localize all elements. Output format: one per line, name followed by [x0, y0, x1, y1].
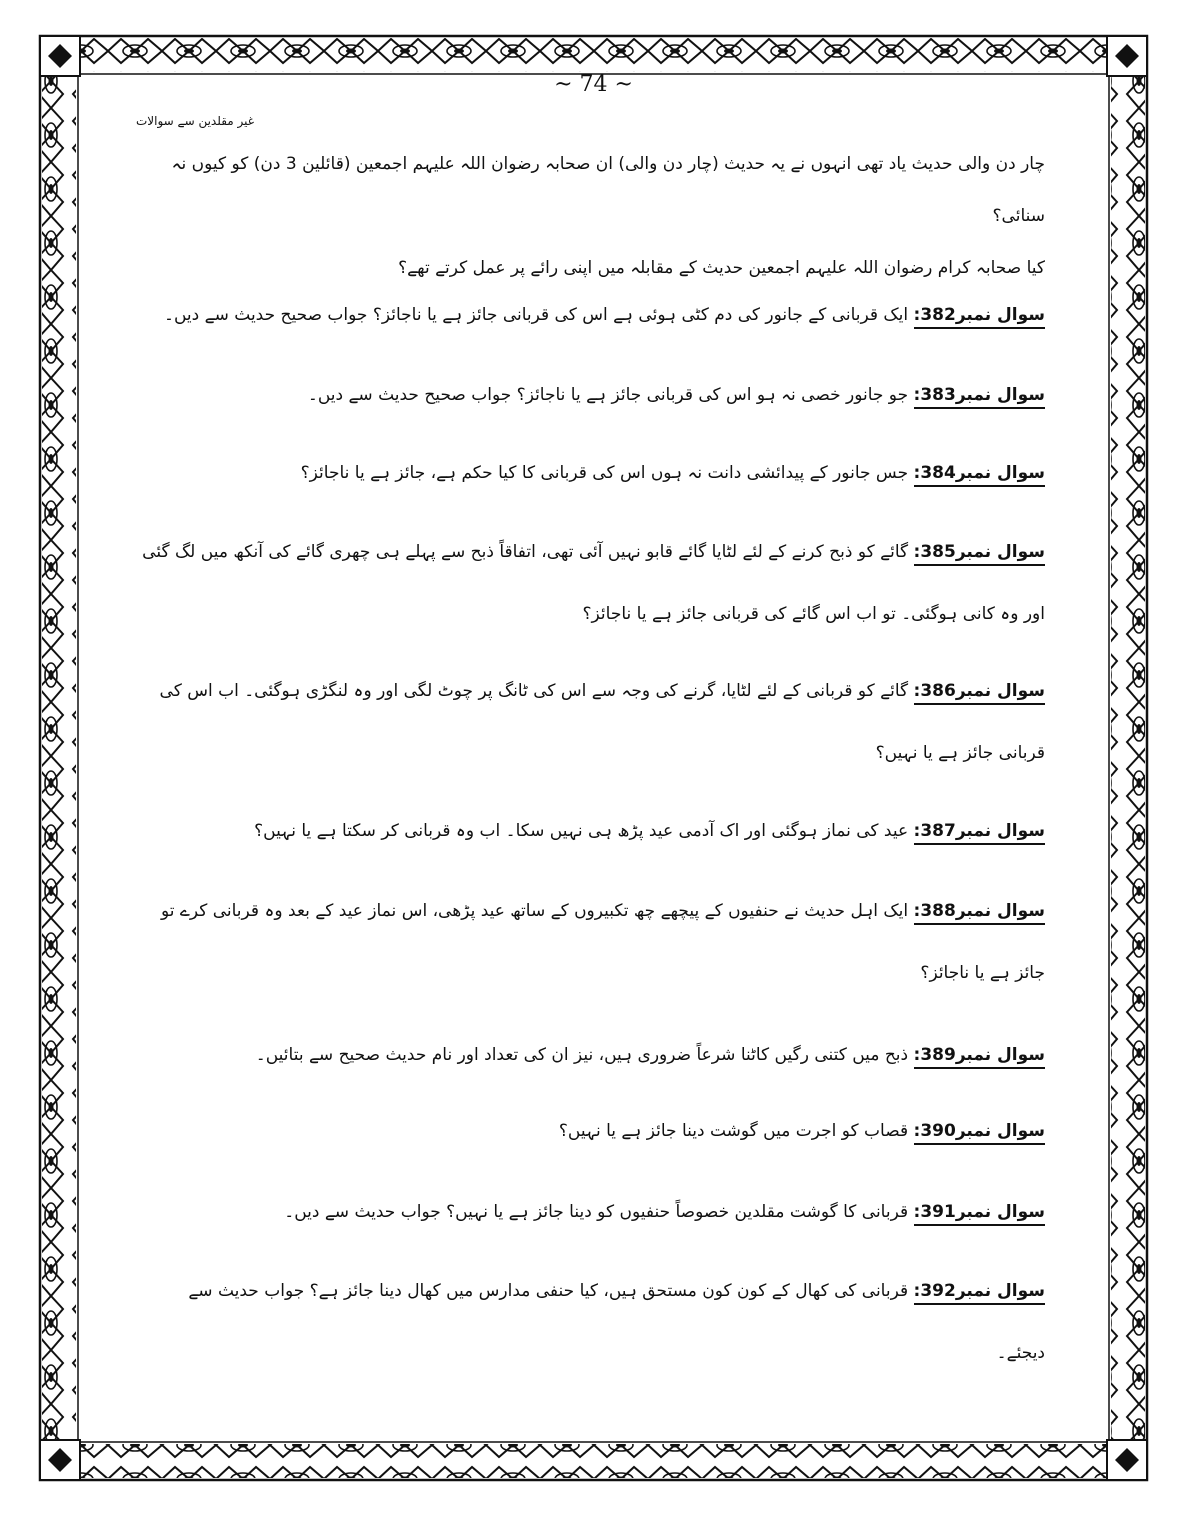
question-label: سوال نمبر382:	[914, 305, 1045, 329]
question-388	[136, 880, 1045, 1004]
question-text: قربانی کا گوشت مقلدین خصوصاً حنفیوں کو دینا جائز ہے یا نہیں؟ جواب حدیث سے دیں۔	[284, 1202, 909, 1222]
intro-line: چار دن والی حدیث یاد تھی انہوں نے یہ حدیث (چار دن والی) ان صحابہ رضوان اللہ علیہم اجمعین (قائلین 3 دن) کو کیوں نہ سنائی؟	[171, 154, 1045, 226]
question-label: سوال نمبر386:	[914, 681, 1045, 705]
question-text: عید کی نماز ہوگئی اور اک آدمی عید پڑھ ہی نہیں سکا۔ اب وہ قربانی کر سکتا ہے یا نہیں؟	[254, 821, 909, 841]
question-392	[136, 1260, 1045, 1384]
question-label: سوال نمبر384:	[914, 463, 1045, 487]
question-384	[136, 442, 1045, 504]
question-label: سوال نمبر390:	[914, 1121, 1045, 1145]
question-text: ایک اہل حدیث نے حنفیوں کے پیچھے چھ تکبیروں کے ساتھ عید پڑھی، اس نماز عید کے بعد وہ قربانی کرے تو جائز ہے یا ناجائز؟	[160, 901, 1045, 983]
question-390	[136, 1100, 1045, 1162]
intro-paragraph	[136, 138, 1045, 294]
question-382	[136, 284, 1045, 346]
question-label: سوال نمبر391:	[914, 1202, 1045, 1226]
question-text: جس جانور کے پیدائشی دانت نہ ہوں اس کی قربانی کا کیا حکم ہے، جائز ہے یا ناجائز؟	[300, 463, 909, 483]
intro-line: کیا صحابہ کرام رضوان اللہ علیہم اجمعین حدیث کے مقابلہ میں اپنی رائے پر عمل کرتے تھے؟	[398, 258, 1045, 278]
question-text: جو جانور خصی نہ ہو اس کی قربانی جائز ہے یا ناجائز؟ جواب صحیح حدیث سے دیں۔	[307, 385, 909, 405]
question-label: سوال نمبر387:	[914, 821, 1045, 845]
question-386	[136, 660, 1045, 784]
running-head: غیر مقلدین سے سوالات	[136, 114, 255, 128]
question-label: سوال نمبر383:	[914, 385, 1045, 409]
question-385	[136, 521, 1045, 645]
question-text: گائے کو ذبح کرنے کے لئے لٹایا گائے قابو نہیں آئی تھی، اتفاقاً ذبح سے پہلے ہی چھری گائے کی آنکھ میں لگ گئی اور وہ کانی ہوگئی۔ تو اب اس گائے کی قربانی جائز ہے یا ناجائز؟	[142, 542, 1045, 624]
question-383	[136, 364, 1045, 426]
page-number: ~ 74 ~	[554, 72, 633, 97]
question-text: ایک قربانی کے جانور کی دم کٹی ہوئی ہے اس کی قربانی جائز ہے یا ناجائز؟ جواب صحیح حدیث سے دیں۔	[164, 305, 909, 325]
question-label: سوال نمبر388:	[914, 901, 1045, 925]
question-text: ذبح میں کتنی رگیں کاٹنا شرعاً ضروری ہیں، نیز ان کی تعداد اور نام حدیث صحیح سے بتائیں۔	[255, 1045, 909, 1065]
question-389	[136, 1024, 1045, 1086]
question-label: سوال نمبر392:	[914, 1281, 1045, 1305]
question-391	[136, 1181, 1045, 1243]
question-text: قصاب کو اجرت میں گوشت دینا جائز ہے یا نہیں؟	[558, 1121, 909, 1141]
question-387	[136, 800, 1045, 862]
question-label: سوال نمبر389:	[914, 1045, 1045, 1069]
question-label: سوال نمبر385:	[914, 542, 1045, 566]
question-text: قربانی کی کھال کے کون کون مستحق ہیں، کیا حنفی مدارس میں کھال دینا جائز ہے؟ جواب حدیث سے دیجئے۔	[188, 1281, 1045, 1363]
question-text: گائے کو قربانی کے لئے لٹایا، گرنے کی وجہ سے اس کی ٹانگ پر چوٹ لگی اور وہ لنگڑی ہوگئی۔ اب اس کی قربانی جائز ہے یا نہیں؟	[159, 681, 1045, 763]
